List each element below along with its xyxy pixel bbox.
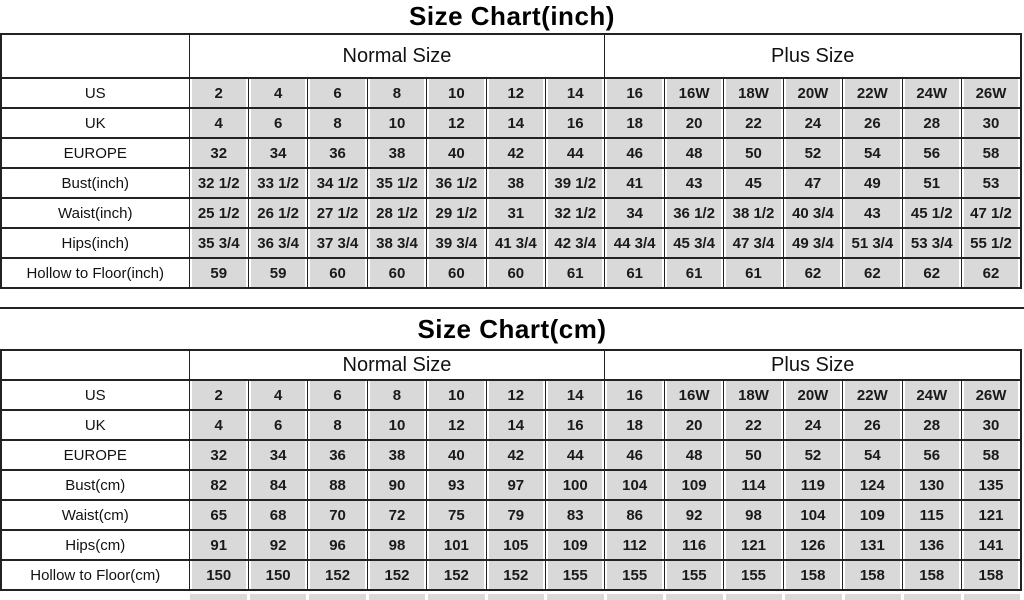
size-cell: 41 (605, 168, 664, 198)
table-row (1, 380, 1021, 410)
cutoff-cell (845, 594, 902, 600)
size-cell: 4 (189, 410, 248, 440)
group-header-normal-size: Normal Size (189, 34, 605, 78)
row-label-cell: Waist(cm) (1, 500, 189, 530)
row-label-cell: Hollow to Floor(inch) (1, 258, 189, 288)
size-cell: 155 (724, 560, 783, 590)
size-cell: 52 (783, 138, 842, 168)
size-cell: 47 (783, 168, 842, 198)
size-cell: 34 (248, 440, 307, 470)
cutoff-cell (547, 594, 604, 600)
size-cell: 39 1/2 (546, 168, 605, 198)
size-cell: 130 (902, 470, 961, 500)
size-cell: 152 (486, 560, 545, 590)
size-cell: 158 (783, 560, 842, 590)
size-cell: 158 (902, 560, 961, 590)
size-cell: 104 (783, 500, 842, 530)
size-cell: 14 (546, 380, 605, 410)
size-cell: 54 (843, 440, 902, 470)
size-cell: 30 (961, 108, 1021, 138)
size-cell: 109 (843, 500, 902, 530)
size-cell: 114 (724, 470, 783, 500)
table-row (1, 410, 1021, 440)
table-row (1, 78, 1021, 108)
table-row (1, 198, 1021, 228)
table-row (1, 138, 1021, 168)
size-cell: 58 (961, 138, 1021, 168)
size-cell: 40 (427, 138, 486, 168)
row-label-cell: US (1, 380, 189, 410)
size-cell: 116 (664, 530, 723, 560)
size-cell: 14 (546, 78, 605, 108)
size-cell: 52 (783, 440, 842, 470)
size-cell: 92 (248, 530, 307, 560)
size-cell: 70 (308, 500, 367, 530)
table-row (1, 440, 1021, 470)
size-cell: 61 (724, 258, 783, 288)
row-label-cell: UK (1, 410, 189, 440)
size-cell: 44 (546, 440, 605, 470)
size-cell: 43 (664, 168, 723, 198)
cutoff-cell (250, 594, 307, 600)
size-cell: 155 (546, 560, 605, 590)
size-cell: 25 1/2 (189, 198, 248, 228)
size-cell: 97 (486, 470, 545, 500)
size-cell: 60 (427, 258, 486, 288)
cutoff-cell (190, 594, 247, 600)
row-label-cell: Hips(inch) (1, 228, 189, 258)
size-cell: 29 1/2 (427, 198, 486, 228)
size-cell: 92 (664, 500, 723, 530)
size-cell: 150 (248, 560, 307, 590)
cutoff-cell (964, 594, 1021, 600)
cutoff-row-strip (190, 594, 1020, 600)
size-cell: 32 1/2 (546, 198, 605, 228)
size-cell: 121 (724, 530, 783, 560)
size-cell: 16 (605, 380, 664, 410)
row-label-cell: Hips(cm) (1, 530, 189, 560)
size-cell: 86 (605, 500, 664, 530)
size-cell: 45 (724, 168, 783, 198)
size-cell: 28 1/2 (367, 198, 426, 228)
size-cell: 68 (248, 500, 307, 530)
size-cell: 4 (248, 78, 307, 108)
size-cell: 16 (546, 410, 605, 440)
size-cell: 101 (427, 530, 486, 560)
size-cell: 40 3/4 (783, 198, 842, 228)
cutoff-cell (726, 594, 783, 600)
size-cell: 33 1/2 (248, 168, 307, 198)
size-cell: 152 (427, 560, 486, 590)
size-cell: 150 (189, 560, 248, 590)
size-cell: 8 (367, 380, 426, 410)
size-cell: 124 (843, 470, 902, 500)
row-label-cell: Hollow to Floor(cm) (1, 560, 189, 590)
row-label-cell: Bust(cm) (1, 470, 189, 500)
size-cell: 32 (189, 138, 248, 168)
size-cell: 109 (546, 530, 605, 560)
table-row (1, 470, 1021, 500)
size-cell: 47 1/2 (961, 198, 1021, 228)
size-cell: 126 (783, 530, 842, 560)
size-cell: 8 (308, 410, 367, 440)
size-cell: 8 (308, 108, 367, 138)
size-cell: 60 (308, 258, 367, 288)
size-cell: 93 (427, 470, 486, 500)
size-cell: 44 (546, 138, 605, 168)
size-cell: 26W (961, 380, 1021, 410)
size-cell: 38 (486, 168, 545, 198)
size-cell: 55 1/2 (961, 228, 1021, 258)
size-cell: 135 (961, 470, 1021, 500)
size-cell: 35 3/4 (189, 228, 248, 258)
size-cell: 30 (961, 410, 1021, 440)
size-cell: 155 (605, 560, 664, 590)
size-cell: 50 (724, 440, 783, 470)
size-chart-inch-title: Size Chart(inch) (409, 1, 615, 31)
size-cell: 42 (486, 440, 545, 470)
size-cell: 90 (367, 470, 426, 500)
size-cell: 84 (248, 470, 307, 500)
size-cell: 36 3/4 (248, 228, 307, 258)
size-cell: 36 (308, 138, 367, 168)
size-cell: 61 (546, 258, 605, 288)
size-cell: 121 (961, 500, 1021, 530)
size-cell: 36 1/2 (664, 198, 723, 228)
size-cell: 53 (961, 168, 1021, 198)
size-cell: 20 (664, 410, 723, 440)
size-cell: 6 (308, 380, 367, 410)
size-cell: 12 (427, 410, 486, 440)
size-cell: 16W (664, 380, 723, 410)
size-table-inch (0, 33, 1022, 289)
group-header-plus-size: Plus Size (605, 34, 1021, 78)
size-cell: 62 (843, 258, 902, 288)
size-cell: 119 (783, 470, 842, 500)
cutoff-cell (785, 594, 842, 600)
size-cell: 45 3/4 (664, 228, 723, 258)
size-cell: 155 (664, 560, 723, 590)
cutoff-cell (309, 594, 366, 600)
size-cell: 20W (783, 78, 842, 108)
size-cell: 22 (724, 108, 783, 138)
size-cell: 20W (783, 380, 842, 410)
size-cell: 26 (843, 108, 902, 138)
cutoff-cell (369, 594, 426, 600)
size-cell: 62 (961, 258, 1021, 288)
size-cell: 27 1/2 (308, 198, 367, 228)
size-cell: 14 (486, 108, 545, 138)
size-cell: 38 (367, 440, 426, 470)
size-cell: 51 (902, 168, 961, 198)
size-cell: 58 (961, 440, 1021, 470)
size-cell: 45 1/2 (902, 198, 961, 228)
size-cell: 39 3/4 (427, 228, 486, 258)
size-cell: 26W (961, 78, 1021, 108)
size-cell: 96 (308, 530, 367, 560)
size-cell: 36 (308, 440, 367, 470)
size-cell: 61 (664, 258, 723, 288)
size-cell: 60 (367, 258, 426, 288)
size-cell: 18W (724, 78, 783, 108)
size-cell: 20 (664, 108, 723, 138)
row-label-cell: Bust(inch) (1, 168, 189, 198)
table-row (1, 108, 1021, 138)
size-cell: 53 3/4 (902, 228, 961, 258)
size-cell: 131 (843, 530, 902, 560)
size-cell: 46 (605, 138, 664, 168)
size-cell: 59 (248, 258, 307, 288)
size-cell: 65 (189, 500, 248, 530)
size-cell: 42 (486, 138, 545, 168)
size-cell: 158 (843, 560, 902, 590)
size-cell: 152 (367, 560, 426, 590)
size-cell: 88 (308, 470, 367, 500)
size-cell: 10 (427, 380, 486, 410)
size-cell: 83 (546, 500, 605, 530)
table-row (1, 228, 1021, 258)
size-cell: 136 (902, 530, 961, 560)
size-cell: 10 (427, 78, 486, 108)
size-cell: 32 (189, 440, 248, 470)
size-cell: 36 1/2 (427, 168, 486, 198)
size-cell: 112 (605, 530, 664, 560)
size-cell: 24 (783, 410, 842, 440)
size-cell: 49 3/4 (783, 228, 842, 258)
size-cell: 28 (902, 410, 961, 440)
size-cell: 4 (248, 380, 307, 410)
size-cell: 35 1/2 (367, 168, 426, 198)
size-cell: 109 (664, 470, 723, 500)
size-cell: 41 3/4 (486, 228, 545, 258)
size-cell: 22 (724, 410, 783, 440)
size-cell: 42 3/4 (546, 228, 605, 258)
table-row (1, 530, 1021, 560)
size-cell: 72 (367, 500, 426, 530)
size-cell: 104 (605, 470, 664, 500)
group-header-normal-size: Normal Size (189, 350, 605, 380)
size-cell: 38 3/4 (367, 228, 426, 258)
size-cell: 82 (189, 470, 248, 500)
section-divider (0, 289, 1024, 309)
row-label-cell: Waist(inch) (1, 198, 189, 228)
size-cell: 6 (248, 108, 307, 138)
size-cell: 8 (367, 78, 426, 108)
size-cell: 18W (724, 380, 783, 410)
cutoff-cell (666, 594, 723, 600)
table-row (1, 560, 1021, 590)
size-cell: 44 3/4 (605, 228, 664, 258)
size-cell: 61 (605, 258, 664, 288)
cutoff-cell (607, 594, 664, 600)
size-cell: 62 (783, 258, 842, 288)
size-cell: 18 (605, 410, 664, 440)
size-cell: 56 (902, 440, 961, 470)
size-cell: 152 (308, 560, 367, 590)
size-cell: 47 3/4 (724, 228, 783, 258)
size-cell: 28 (902, 108, 961, 138)
size-cell: 16 (605, 78, 664, 108)
size-cell: 24W (902, 380, 961, 410)
size-cell: 48 (664, 138, 723, 168)
size-cell: 10 (367, 108, 426, 138)
size-cell: 14 (486, 410, 545, 440)
size-cell: 22W (843, 380, 902, 410)
size-cell: 59 (189, 258, 248, 288)
table-row (1, 500, 1021, 530)
group-header-plus-size: Plus Size (605, 350, 1021, 380)
size-cell: 37 3/4 (308, 228, 367, 258)
size-cell: 60 (486, 258, 545, 288)
size-cell: 48 (664, 440, 723, 470)
size-cell: 16W (664, 78, 723, 108)
size-cell: 54 (843, 138, 902, 168)
size-cell: 98 (367, 530, 426, 560)
size-cell: 34 1/2 (308, 168, 367, 198)
size-cell: 4 (189, 108, 248, 138)
size-cell: 34 (248, 138, 307, 168)
size-cell: 50 (724, 138, 783, 168)
size-cell: 16 (546, 108, 605, 138)
size-cell: 18 (605, 108, 664, 138)
size-cell: 24W (902, 78, 961, 108)
size-cell: 2 (189, 78, 248, 108)
row-label-cell: EUROPE (1, 138, 189, 168)
size-cell: 34 (605, 198, 664, 228)
size-cell: 22W (843, 78, 902, 108)
size-cell: 40 (427, 440, 486, 470)
size-cell: 6 (248, 410, 307, 440)
cutoff-cell (488, 594, 545, 600)
size-cell: 12 (427, 108, 486, 138)
size-cell: 12 (486, 78, 545, 108)
cutoff-cell (428, 594, 485, 600)
size-cell: 24 (783, 108, 842, 138)
size-cell: 6 (308, 78, 367, 108)
table-row (1, 258, 1021, 288)
size-cell: 43 (843, 198, 902, 228)
row-label-cell: UK (1, 108, 189, 138)
size-cell: 62 (902, 258, 961, 288)
size-cell: 26 (843, 410, 902, 440)
size-cell: 100 (546, 470, 605, 500)
size-cell: 105 (486, 530, 545, 560)
size-cell: 31 (486, 198, 545, 228)
size-cell: 115 (902, 500, 961, 530)
size-cell: 75 (427, 500, 486, 530)
size-cell: 10 (367, 410, 426, 440)
size-cell: 38 (367, 138, 426, 168)
size-cell: 98 (724, 500, 783, 530)
size-cell: 46 (605, 440, 664, 470)
size-cell: 79 (486, 500, 545, 530)
size-cell: 141 (961, 530, 1021, 560)
size-cell: 26 1/2 (248, 198, 307, 228)
size-cell: 49 (843, 168, 902, 198)
size-cell: 51 3/4 (843, 228, 902, 258)
size-chart-cm-title: Size Chart(cm) (417, 314, 607, 344)
size-cell: 91 (189, 530, 248, 560)
row-label-cell: EUROPE (1, 440, 189, 470)
size-table-cm (0, 349, 1022, 591)
size-cell: 2 (189, 380, 248, 410)
row-label-cell: US (1, 78, 189, 108)
size-cell: 158 (961, 560, 1021, 590)
cutoff-cell (904, 594, 961, 600)
table-row (1, 168, 1021, 198)
corner-cell (1, 350, 189, 380)
size-cell: 56 (902, 138, 961, 168)
size-cell: 38 1/2 (724, 198, 783, 228)
corner-cell (1, 34, 189, 78)
size-cell: 32 1/2 (189, 168, 248, 198)
size-cell: 12 (486, 380, 545, 410)
